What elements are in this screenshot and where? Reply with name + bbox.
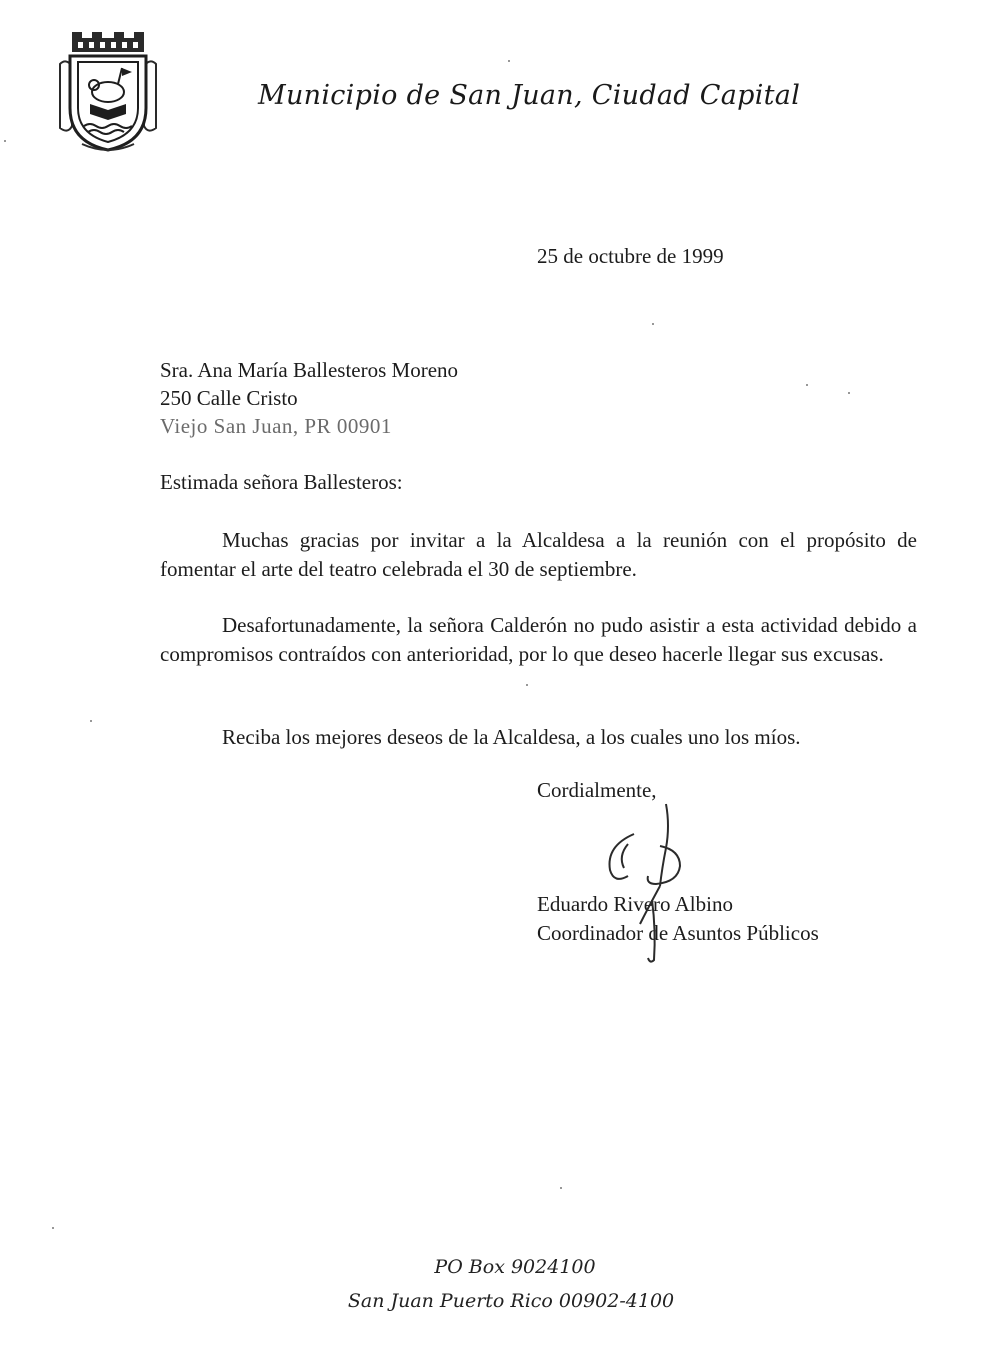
scan-speck [806,384,808,386]
scan-speck [560,1187,562,1189]
scan-speck [526,684,528,686]
body-paragraph-3: Reciba los mejores deseos de la Alcaldesa, a los cuales uno los míos. [222,725,801,749]
letterhead-title: Municipio de San Juan, Ciudad Capital [258,80,801,111]
salutation: Estimada señora Ballesteros: [160,470,403,494]
scan-speck [52,1227,54,1229]
signer-title: Coordinador de Asuntos Públicos [537,921,819,945]
signer-name: Eduardo Rivero Albino [537,892,733,916]
municipal-coat-of-arms-icon [56,30,160,154]
body-paragraph-1: Muchas gracias por invitar a la Alcaldesa a la reunión con el propósito de fomentar el arte del teatro celebrada el 30 de septiembre. [160,528,917,581]
footer-po-box: PO Box 9024100 [434,1256,596,1278]
letter-date: 25 de octubre de 1999 [537,244,724,268]
scan-speck [848,392,850,394]
scan-speck [508,60,510,62]
footer-city-line: San Juan Puerto Rico 00902-4100 [347,1290,675,1312]
scan-speck [4,140,6,142]
scan-speck [90,720,92,722]
body-paragraph-2: Desafortunadamente, la señora Calderón no pudo asistir a esta actividad debido a compromisos contraídos con anterioridad, por lo que deseo hacerle llegar sus excusas. [160,613,917,666]
scan-speck [652,323,654,325]
recipient-city: Viejo San Juan, PR 00901 [160,414,392,438]
recipient-address-block [160,356,458,440]
closing: Cordialmente, [537,778,657,802]
recipient-name: Sra. Ana María Ballesteros Moreno [160,358,459,382]
handwritten-signature [600,800,700,970]
letterhead-footer [0,1250,1000,1318]
recipient-street: 250 Calle Cristo [160,386,298,410]
